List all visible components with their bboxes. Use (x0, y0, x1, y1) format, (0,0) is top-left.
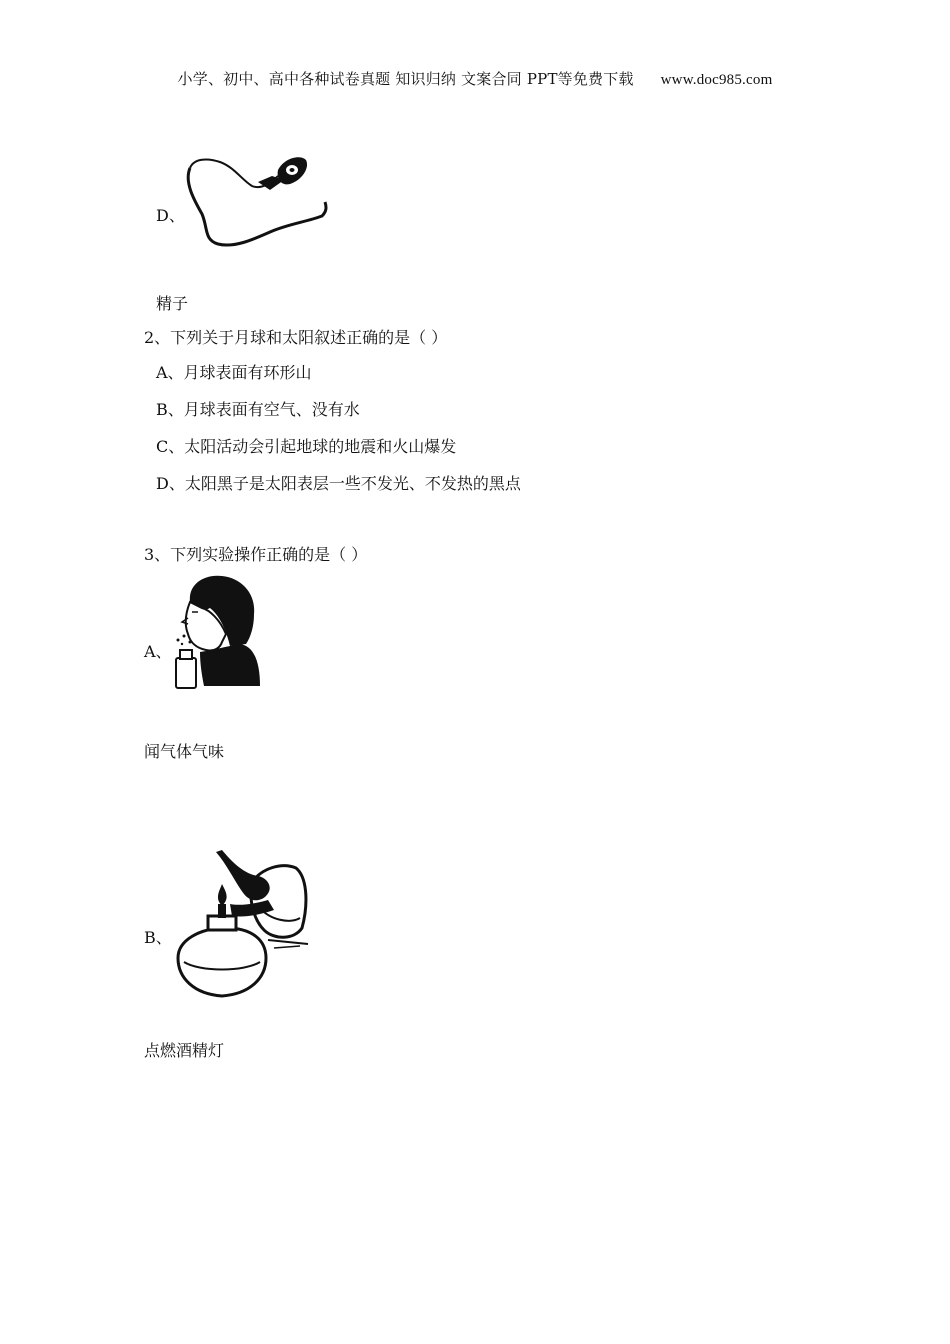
q1-option-d-label: D、 (156, 206, 185, 225)
page-header (0, 68, 950, 89)
sperm-cell-image (186, 152, 336, 252)
q2-option-a: A、月球表面有环形山 (156, 363, 312, 382)
q1-option-d-caption: 精子 (156, 294, 189, 313)
q2-stem: 2、下列关于月球和太阳叙述正确的是（ ） (144, 328, 448, 347)
q3-option-b-caption: 点燃酒精灯 (144, 1041, 225, 1060)
smelling-gas-image (170, 572, 262, 692)
q2-option-b: B、月球表面有空气、没有水 (156, 400, 360, 419)
q2-option-d: D、太阳黑子是太阳表层一些不发光、不发热的黑点 (156, 474, 521, 493)
q3-option-a-label: A、 (144, 642, 172, 661)
q2-option-c: C、太阳活动会引起地球的地震和火山爆发 (156, 437, 457, 456)
q3-stem: 3、下列实验操作正确的是（ ） (144, 545, 368, 564)
q3-option-a-caption: 闻气体气味 (144, 742, 225, 761)
q3-option-b-label: B、 (144, 928, 172, 947)
header-site: www.doc985.com (660, 72, 773, 88)
header-text: 小学、初中、高中各种试卷真题 知识归纳 文案合同 PPT等免费下载 (177, 70, 634, 88)
alcohol-lamp-image (170, 848, 315, 1003)
